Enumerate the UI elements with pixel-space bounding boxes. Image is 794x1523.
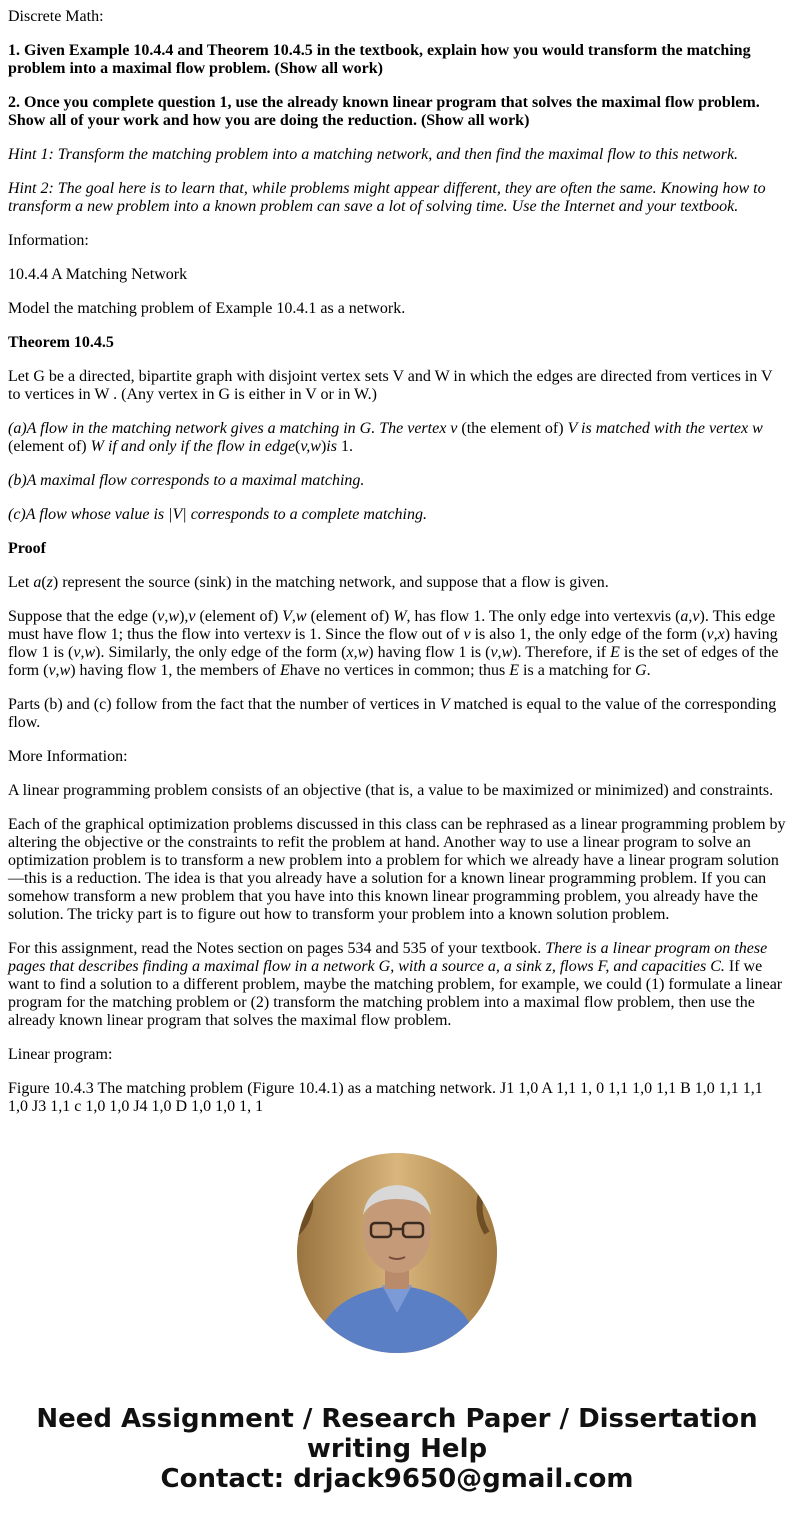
avatar	[297, 1153, 497, 1353]
proof-paragraph-3: Parts (b) and (c) follow from the fact that the number of vertices in V matched is equal to the value of the corresponding flow.	[8, 696, 777, 731]
footer-line-2: writing Help	[306, 1434, 488, 1464]
lp-intro: A linear programming problem consists of an objective (that is, a value to be maximized or minimized) and constraints.	[8, 782, 774, 799]
subject-heading: Discrete Math:	[8, 8, 104, 25]
footer-contact: Contact: drjack9650@gmail.com	[160, 1464, 634, 1494]
theorem-part-a: (a)A flow in the matching network gives a matching in G. The vertex v (the element of) V is matched with the vertex w (element of) W if and only if the flow in edge(v,w)is 1.	[8, 420, 763, 455]
theorem-part-c: (c)A flow whose value is |V| corresponds to a complete matching.	[8, 506, 427, 523]
theorem-text: Let G be a directed, bipartite graph with disjoint vertex sets V and W in which the edges are directed from vertices in V to vertices in W . (Any vertex in G is either in V or in W.)	[8, 368, 773, 403]
hint-2: Hint 2: The goal here is to learn that, while problems might appear different, they are often the same. Knowing how to transform a new problem into a known problem can save a lot of solving time. Use the Internet and your textbook.	[8, 180, 766, 215]
proof-paragraph-1: Let a(z) represent the source (sink) in the matching network, and suppose that a flow is given.	[8, 574, 609, 591]
proof-paragraph-2: Suppose that the edge (v,w),v (element of) V,w (element of) W, has flow 1. The only edge into vertexvis (a,v). This edge must have flow 1; thus the flow into vertexv is 1. Since the flow out of v is also 1, the only edge of the form (v,x) having flow 1 is (v,w). Similarly, the only edge of the form (x,w) having flow 1 is (v,w). Therefore, if E is the set of edges of the form (v,w) having flow 1, the members of Ehave no vertices in common; thus E is a matching for G.	[8, 608, 779, 679]
lp-paragraph: Each of the graphical optimization problems discussed in this class can be rephrased as a linear programming problem by altering the objective or the constraints to refit the problem at hand. Another way to use a linear program to solve an optimization problem is to transform a new problem into a problem for which we already have a linear program solution—this is a reduction. The idea is that you already have a solution for a known linear programming problem. If you can somehow transform a new problem that you have into this known linear programming problem, you already have the solution. The tricky part is to figure out how to transform your problem into a known solution problem.	[8, 816, 786, 923]
linear-program-label: Linear program:	[8, 1046, 113, 1063]
footer-line-1: Need Assignment / Research Paper / Dissertation	[36, 1404, 758, 1434]
theorem-part-b: (b)A maximal flow corresponds to a maximal matching.	[8, 472, 365, 489]
author-photo	[297, 1153, 497, 1353]
question-2: 2. Once you complete question 1, use the already known linear program that solves the maximal flow problem. Show all of your work and how you are doing the reduction. (Show all work)	[8, 94, 760, 129]
section-title: 10.4.4 A Matching Network	[8, 266, 188, 283]
footer-banner	[0, 1404, 794, 1494]
theorem-title: Theorem 10.4.5	[8, 334, 114, 351]
proof-title: Proof	[8, 540, 46, 557]
assignment-paragraph: For this assignment, read the Notes section on pages 534 and 535 of your textbook. There is a linear program on these pages that describes finding a maximal flow in a network G, with a source a, a sink z, flows F, and capacities C. If we want to find a solution to a different problem, maybe the matching problem, for example, we could (1) formulate a linear program for the matching problem or (2) transform the matching problem into a maximal flow problem, then use the already known linear program that solves the maximal flow problem.	[8, 940, 783, 1029]
hint-1: Hint 1: Transform the matching problem into a matching network, and then find the maximal flow to this network.	[8, 146, 739, 163]
information-label: Information:	[8, 232, 89, 249]
more-info-label: More Information:	[8, 748, 128, 765]
question-1: 1. Given Example 10.4.4 and Theorem 10.4.5 in the textbook, explain how you would transform the matching problem into a maximal flow problem. (Show all work)	[8, 42, 751, 77]
model-text: Model the matching problem of Example 10.4.1 as a network.	[8, 300, 406, 317]
figure-text: Figure 10.4.3 The matching problem (Figure 10.4.1) as a matching network. J1 1,0 A 1,1 1, 0 1,1 1,0 1,1 B 1,0 1,1 1,1 1,0 J3 1,1 c 1,0 1,0 J4 1,0 D 1,0 1,0 1, 1	[8, 1080, 763, 1115]
